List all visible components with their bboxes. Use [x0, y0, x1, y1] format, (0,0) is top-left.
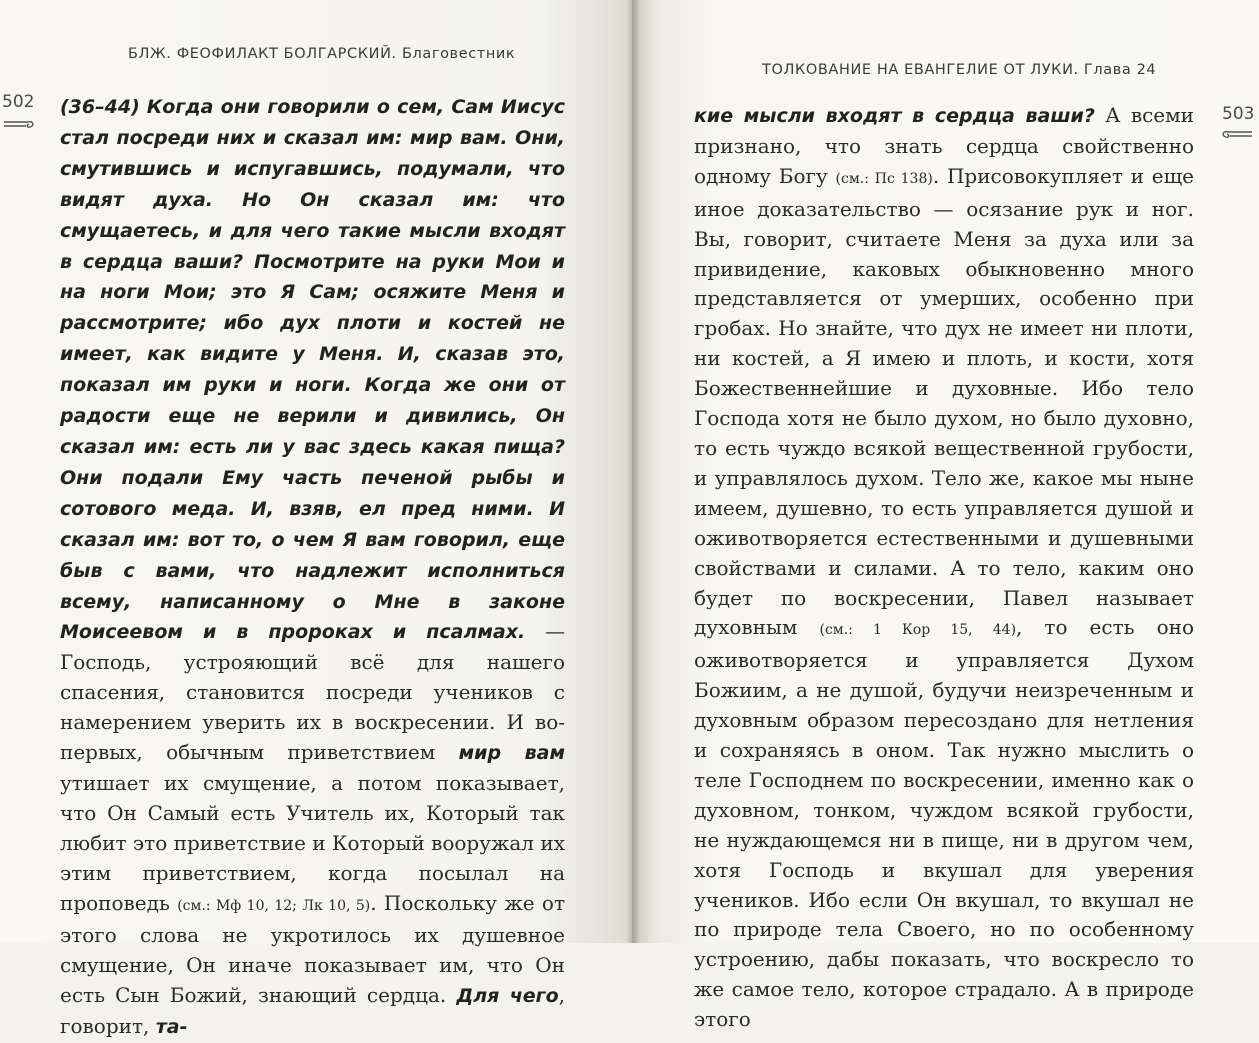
scripture-reference: (см.: Пс 138): [835, 170, 933, 187]
scripture-reference: (см.: 1 Кор 15, 44): [819, 622, 1017, 639]
page-number-right: 503: [1222, 104, 1255, 124]
commentary-text: . Поскольку же от этого слова не укротилось их душевное смущение, Он иначе показывает им, что Он есть Сын Божий, знающий сердца.: [60, 890, 566, 1008]
quote-inline: кие мысли входят в сердца ваши?: [694, 105, 1095, 127]
quote-inline: Для чего: [456, 985, 559, 1008]
quote-inline: мир вам: [458, 742, 565, 765]
gospel-quote: Когда они говорили о сем, Сам Иисус стал посреди них и сказал им: мир вам. Они, смутившись и испугавшись, подумали, что видят духа. Но Он сказал им: что смущаетесь, и для чего такие мысли входят в сердца ваши? Посмотрите на руки Мои и на ноги Мои; это Я Сам; осяжите Меня и рассмотрите; ибо дух плоти и костей не имеет, как видите у Меня. И, сказав это, показал им руки и ноги. Когда же они от радости еще не верили и дивились, Он сказал им: есть ли у вас здесь какая пища? Они подали Ему часть печеной рыбы и сотового меда. И, взяв, ел пред ними. И сказал им: вот то, о чем Я вам говорил, еще быв с вами, что надлежит исполниться всему, написанному о Мне в законе Моисеевом и в пророках и псалмах.: [60, 96, 565, 644]
page-number-left: 502: [2, 92, 35, 112]
page-ornament-icon: [2, 118, 36, 130]
verse-reference: (36–44): [60, 96, 140, 118]
right-page: [632, 0, 1259, 1032]
page-ornament-icon: [1220, 128, 1254, 140]
running-header-right: ТОЛКОВАНИЕ НА ЕВАНГЕЛИЕ ОТ ЛУКИ. Глава 24: [762, 62, 1157, 78]
body-text-right: [694, 101, 1194, 1035]
commentary-text: — Господь, устрояющий всё для нашего спасения, становится посреди учеников с намерением уверить их в воскресении. И во-первых, обычным приветствием: [60, 619, 566, 765]
commentary-paragraph: [694, 101, 1194, 1035]
scripture-reference: (см.: Мф 10, 12; Лк 10, 5): [177, 897, 371, 914]
commentary-text: , то есть оно оживотворяется и управляется Духом Божиим, а не душой, будучи неизреченным и духовным образом пересоздано для нетления и сохраняясь в оном. Так нужно мыслить о теле Господнем по воскресении, именно как о духовном, тонком, чуждом всякой грубости, не нуждающемся ни в пище, ни в другом чем, хотя Господь и вкушал для уверения учеников. Ибо если Он вкушал, то вкушал не по природе тела Своего, но по особенному устроению, дабы показать, что воскресло то же самое тело, которое страдало. А в природе этого: [694, 615, 1194, 1032]
quote-inline: та-: [155, 1016, 188, 1039]
body-text-left: [60, 92, 565, 1043]
commentary-text: А всеми признано, что знать сердца свойственно одному Богу: [694, 103, 1195, 188]
book-gutter: [626, 0, 640, 943]
commentary-paragraph: [60, 92, 565, 1043]
commentary-text: утишает их смущение, а потом показывает, что Он Самый есть Учитель их, Который так любит это приветствие и Который вооружал их этим приветствием, когда посылал на проповедь: [60, 770, 565, 915]
commentary-text: . Присовокупляет и еще иное доказательство — осязание рук и ног. Вы, говорит, считаете Меня за духа или за привидение, каковых обыкновенно много представляется от умерших, особенно при гробах. Но знайте, что дух не имеет ни плоти, ни костей, а Я имею и плоть, и кости, хотя Божественнейшие и духовные. Ибо тело Господа хотя не было духом, но было духовно, то есть чуждо всякой вещественной грубости, и управлялось духом. Тело же, какое мы ныне имеем, душевно, то есть управляется душой и оживотворяется естественными и душевными свойствами и силами. А то тело, каким оно будет по воскресении, Павел называет духовным: [694, 163, 1194, 640]
running-header-left: БЛЖ. ФЕОФИЛАКТ БОЛГАРСКИЙ. Благовестник: [128, 46, 516, 62]
commentary-text: , говорит,: [60, 983, 566, 1039]
